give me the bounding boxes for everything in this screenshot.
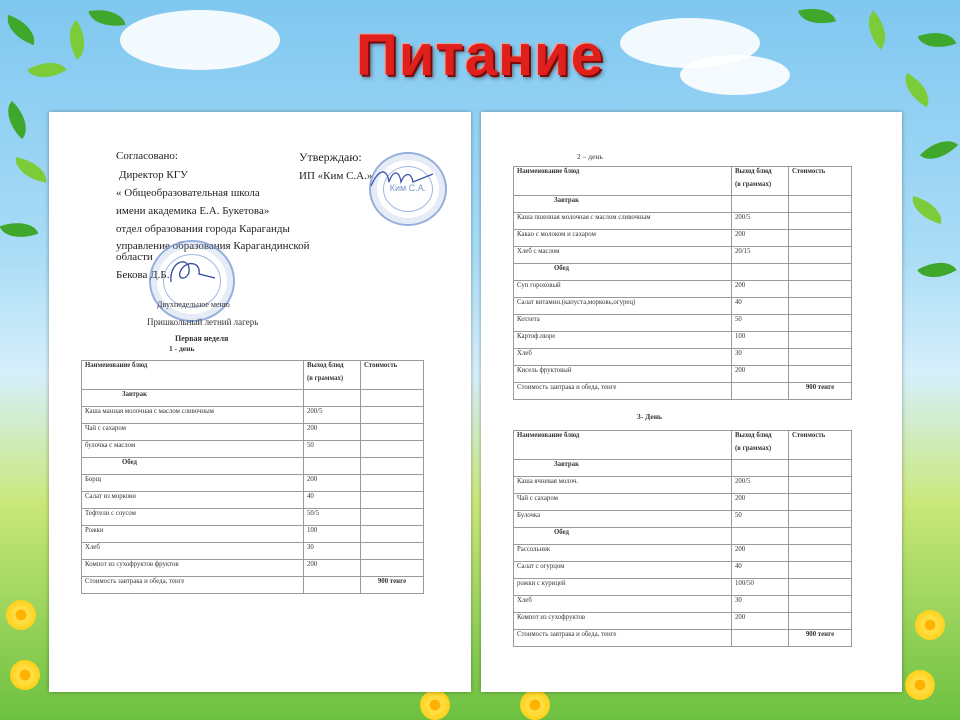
dish-name: Каша манная молочная с маслом сливочным (82, 407, 304, 424)
section-row (82, 390, 424, 407)
empty-cell (732, 196, 789, 213)
dish-cost (789, 281, 852, 298)
empty-cell (789, 196, 852, 213)
dish-name: Салат витамин.(капуста,морковь,огурец) (514, 298, 732, 315)
section-label-lunch: Обед (514, 528, 732, 545)
dish-name: булочка с маслом (82, 441, 304, 458)
dish-yield: 100 (304, 526, 361, 543)
table-row (514, 562, 852, 579)
dish-cost (789, 213, 852, 230)
dish-yield: 50 (304, 441, 361, 458)
table-header-row (514, 167, 852, 196)
dish-name: Котлета (514, 315, 732, 332)
dish-cost (789, 477, 852, 494)
total-cost: 900 тенге (789, 383, 852, 400)
header-dish-name: Наименование блюд (82, 361, 304, 390)
dish-name: Тефтели с соусом (82, 509, 304, 526)
dish-yield: 200 (732, 230, 789, 247)
dish-name: Картоф.пюре (514, 332, 732, 349)
dish-cost (361, 509, 424, 526)
table-row (82, 560, 424, 577)
dish-cost (789, 613, 852, 630)
empty-cell (361, 458, 424, 475)
empty-cell (789, 264, 852, 281)
table-row (82, 543, 424, 560)
dish-name: Хлеб (82, 543, 304, 560)
dish-cost (789, 247, 852, 264)
dish-cost (789, 332, 852, 349)
camp-title: Пришкольный летний лагерь (147, 317, 259, 327)
empty-cell (732, 383, 789, 400)
total-row (514, 383, 852, 400)
menu-page-left (49, 112, 471, 692)
approval-line: управление образования Карагандинской (116, 240, 310, 252)
dish-yield: 50/5 (304, 509, 361, 526)
total-label: Стоимость завтрака и обеда, тенге (82, 577, 304, 594)
dish-cost (789, 494, 852, 511)
header-cost: Стоимость (789, 431, 852, 460)
dish-yield: 200/5 (732, 477, 789, 494)
header-yield-unit: (в граммах) (735, 445, 772, 452)
empty-cell (732, 528, 789, 545)
dish-name: Хлеб (514, 596, 732, 613)
dish-yield: 200 (732, 613, 789, 630)
approval-agreed: Согласовано: (116, 150, 178, 162)
table-row (514, 545, 852, 562)
table-row (514, 213, 852, 230)
dish-yield: 30 (732, 349, 789, 366)
header-yield (732, 431, 789, 460)
dish-cost (789, 579, 852, 596)
dish-name: Чай с сахаром (514, 494, 732, 511)
menu-page-right (481, 112, 902, 692)
dish-name: рожки с курицей (514, 579, 732, 596)
dish-yield: 100/50 (732, 579, 789, 596)
dish-name: Рассольник (514, 545, 732, 562)
table-header-row (514, 431, 852, 460)
dish-yield: 40 (732, 562, 789, 579)
dish-yield: 100 (732, 332, 789, 349)
approval-line: Директор КГУ (119, 169, 188, 181)
table-row (514, 281, 852, 298)
dish-yield: 30 (732, 596, 789, 613)
dish-name: Салат из моркови (82, 492, 304, 509)
total-cost: 900 тенге (789, 630, 852, 647)
table-row (514, 596, 852, 613)
dish-name: Компот из сухофруктов фруктов (82, 560, 304, 577)
total-label: Стоимость завтрака и обеда, тенге (514, 383, 732, 400)
table-row (82, 441, 424, 458)
dish-yield: 40 (304, 492, 361, 509)
section-label-lunch: Обед (82, 458, 304, 475)
signature-agreed (161, 252, 221, 292)
table-row (514, 477, 852, 494)
empty-cell (789, 528, 852, 545)
table-row (82, 509, 424, 526)
dish-name: Каша пшенная молочная с маслом сливочным (514, 213, 732, 230)
empty-cell (304, 390, 361, 407)
signature-approve (367, 164, 437, 194)
table-row (82, 424, 424, 441)
dish-yield: 200 (304, 475, 361, 492)
section-row (514, 528, 852, 545)
total-cost: 900 тенге (361, 577, 424, 594)
empty-cell (732, 264, 789, 281)
dish-name: Кисель фруктовый (514, 366, 732, 383)
table-row (82, 407, 424, 424)
empty-cell (789, 460, 852, 477)
dish-yield: 50 (732, 511, 789, 528)
header-yield-label: Выход блюд (307, 362, 344, 369)
dish-yield: 40 (732, 298, 789, 315)
header-dish-name: Наименование блюд (514, 431, 732, 460)
dish-yield: 200 (732, 494, 789, 511)
table-row (514, 494, 852, 511)
menu-title: Двухнедельное меню (157, 300, 230, 309)
header-yield-unit: (в граммах) (735, 181, 772, 188)
dish-yield: 200 (732, 366, 789, 383)
page-title: Питание (356, 23, 604, 88)
section-label-lunch: Обед (514, 264, 732, 281)
header-yield-label: Выход блюд (735, 168, 772, 175)
dish-name: Хлеб с маслом (514, 247, 732, 264)
empty-cell (361, 390, 424, 407)
total-row (82, 577, 424, 594)
empty-cell (304, 458, 361, 475)
dish-cost (789, 511, 852, 528)
section-row (82, 458, 424, 475)
table-row (82, 475, 424, 492)
dish-name: Компот из сухофруктов (514, 613, 732, 630)
table-row (514, 366, 852, 383)
section-row (514, 264, 852, 281)
dish-cost (789, 562, 852, 579)
dish-yield: 200 (304, 424, 361, 441)
section-row (514, 460, 852, 477)
total-row (514, 630, 852, 647)
week-title: Первая неделя (175, 334, 229, 343)
approval-line: отдел образования города Караганды (116, 223, 290, 235)
approval-line: « Общеобразовательная школа (116, 187, 260, 199)
dish-yield: 20/15 (732, 247, 789, 264)
table-row (514, 230, 852, 247)
table-header-row (82, 361, 424, 390)
menu-table-day1 (81, 360, 424, 594)
dish-name: Булочка (514, 511, 732, 528)
dish-cost (361, 526, 424, 543)
dish-cost (361, 441, 424, 458)
dish-yield: 50 (732, 315, 789, 332)
stamp-text: Ким С.А. (389, 183, 427, 193)
dish-name: Суп гороховый (514, 281, 732, 298)
dish-cost (789, 315, 852, 332)
dish-cost (789, 366, 852, 383)
table-row (514, 579, 852, 596)
menu-table-day3 (513, 430, 852, 647)
dish-name: Какао с молоком и сахаром (514, 230, 732, 247)
table-row (514, 613, 852, 630)
table-row (514, 332, 852, 349)
dish-yield: 200/5 (304, 407, 361, 424)
dish-name: Борщ (82, 475, 304, 492)
header-yield-unit: (в граммах) (307, 375, 344, 382)
header-yield-label: Выход блюд (735, 432, 772, 439)
dish-yield: 200 (732, 281, 789, 298)
empty-cell (732, 460, 789, 477)
header-cost: Стоимость (361, 361, 424, 390)
dish-cost (789, 298, 852, 315)
dish-yield: 200 (304, 560, 361, 577)
dish-yield: 30 (304, 543, 361, 560)
dish-cost (361, 424, 424, 441)
total-label: Стоимость завтрака и обеда, тенге (514, 630, 732, 647)
table-row (82, 492, 424, 509)
dish-cost (361, 560, 424, 577)
table-row (514, 315, 852, 332)
day-heading: 2 – день (577, 152, 603, 161)
table-row (514, 298, 852, 315)
approval-line: Бекова Д.Б. (116, 269, 170, 281)
day-heading: 1 - день (169, 344, 195, 353)
header-cost: Стоимость (789, 167, 852, 196)
table-row (514, 349, 852, 366)
table-row (514, 247, 852, 264)
section-label-breakfast: Завтрак (82, 390, 304, 407)
dish-yield: 200/5 (732, 213, 789, 230)
dish-cost (789, 349, 852, 366)
day-heading: 3- День (637, 412, 662, 421)
approval-line: имени академика Е.А. Букетова» (116, 205, 270, 217)
dish-cost (361, 475, 424, 492)
dish-cost (361, 407, 424, 424)
table-row (514, 511, 852, 528)
menu-table-day2 (513, 166, 852, 400)
section-label-breakfast: Завтрак (514, 196, 732, 213)
section-row (514, 196, 852, 213)
empty-cell (732, 630, 789, 647)
empty-cell (304, 577, 361, 594)
dish-name: Каша ячневая молоч. (514, 477, 732, 494)
dish-name: Хлеб (514, 349, 732, 366)
dish-cost (361, 543, 424, 560)
section-label-breakfast: Завтрак (514, 460, 732, 477)
dish-name: Рожки (82, 526, 304, 543)
dish-cost (789, 230, 852, 247)
dish-cost (789, 596, 852, 613)
approve-name: ИП «Ким С.А.» (299, 170, 373, 182)
table-row (82, 526, 424, 543)
approval-line: области (116, 251, 153, 263)
dish-name: Чай с сахаром (82, 424, 304, 441)
header-yield (732, 167, 789, 196)
dish-name: Салат с огурцом (514, 562, 732, 579)
dish-cost (361, 492, 424, 509)
header-dish-name: Наименование блюд (514, 167, 732, 196)
dish-cost (789, 545, 852, 562)
header-yield (304, 361, 361, 390)
dish-yield: 200 (732, 545, 789, 562)
approve-label: Утверждаю: (299, 150, 362, 164)
